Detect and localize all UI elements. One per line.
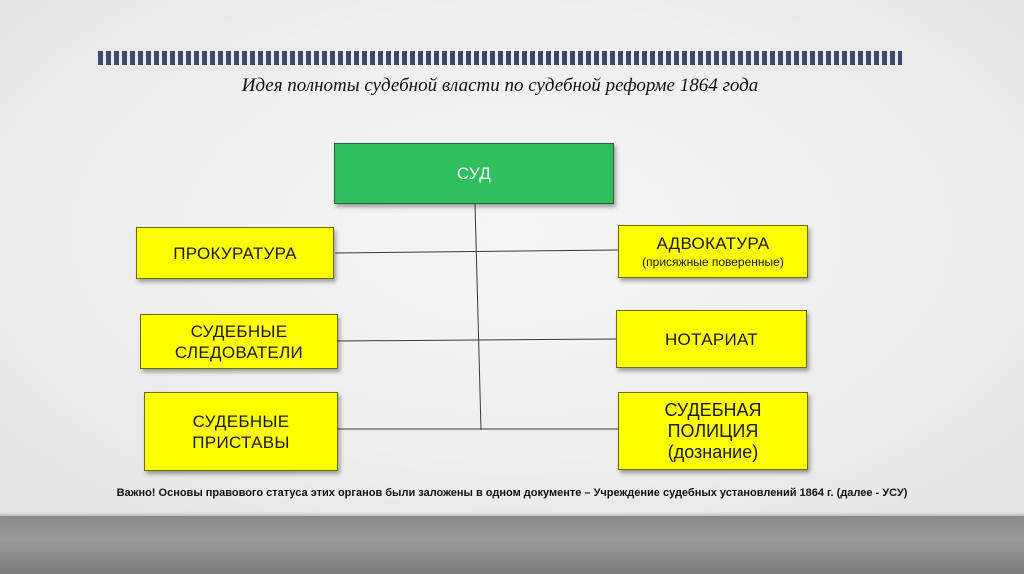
investigators-box [140, 314, 338, 369]
notary-label: НОТАРИАТ [664, 329, 758, 349]
notary-box [616, 310, 807, 368]
advocacy-label: АДВОКАТУРА [656, 234, 770, 253]
advocacy-box [618, 225, 808, 278]
advocacy-sublabel: (присяжные поверенные) [642, 255, 784, 269]
prosecutor-label: ПРОКУРАТУРА [173, 243, 297, 263]
judicial-police-label: СУДЕБНАЯ ПОЛИЦИЯ (дознание) [664, 399, 762, 462]
judicial-police-box [618, 392, 808, 470]
vertical-trunk-line [475, 203, 481, 430]
prosecutor-box [136, 227, 334, 279]
court-label: СУД [456, 164, 492, 183]
court-box [334, 143, 614, 204]
bailiffs-box [144, 392, 338, 471]
connector-row-2 [338, 339, 617, 341]
slide-title: Идея полноты судебной власти по судебной реформе 1864 года [241, 75, 759, 96]
important-note: Важно! Основы правового статуса этих органов были заложены в одном документе – Учреждение судебных установлений 1864 г. (далее - УСУ) [116, 487, 908, 499]
investigators-label: СУДЕБНЫЕ СЛЕДОВАТЕЛИ [174, 321, 304, 362]
bailiffs-label: СУДЕБНЫЕ ПРИСТАВЫ [192, 411, 290, 452]
